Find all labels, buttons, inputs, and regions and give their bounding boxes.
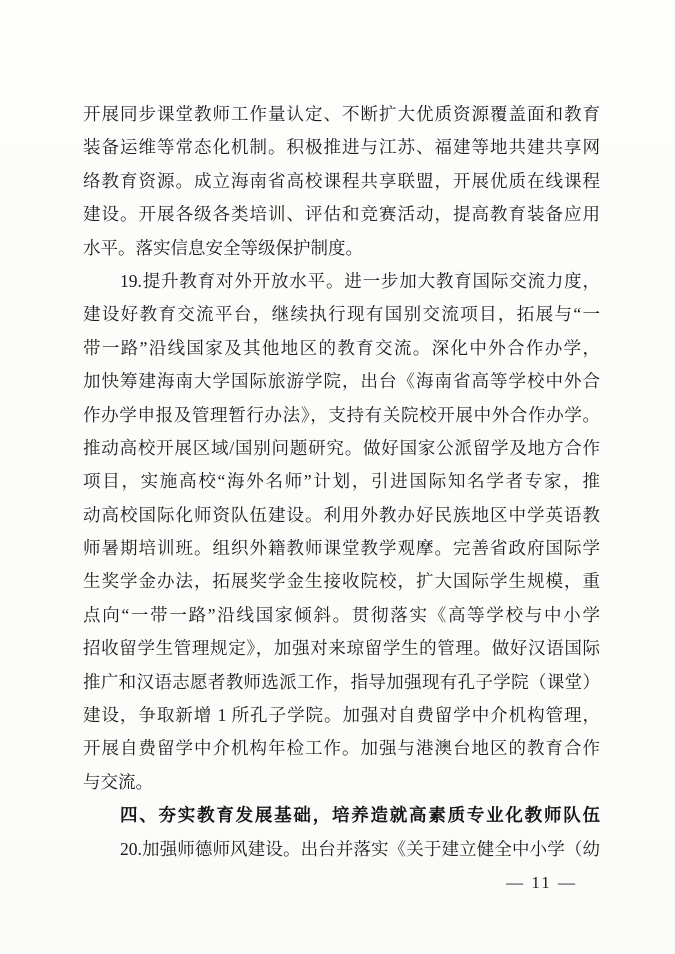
text-line: 项目，实施高校“海外名师”计划，引进国际知名学者专家，推	[83, 471, 600, 492]
text-line: 与交流。	[83, 771, 153, 792]
text-line: 生奖学金办法，拓展奖学金生接收院校，扩大国际学生规模，重	[83, 571, 600, 592]
text-line: 动高校国际化师资队伍建设。利用外教办好民族地区中学英语教	[83, 504, 600, 525]
text-line: 推动高校开展区域/国别问题研究。做好国家公派留学及地方合作	[83, 437, 600, 458]
text-line: 推广和汉语志愿者教师选派工作，指导加强现有孔子学院（课堂）	[83, 671, 600, 692]
text-line: 开展同步课堂教师工作量认定、不断扩大优质资源覆盖面和教育	[83, 104, 600, 124]
text-line: 开展自费留学中介机构年检工作。加强与港澳台地区的教育合作	[83, 738, 600, 759]
text-line: 水平。落实信息安全等级保护制度。	[83, 237, 363, 258]
text-line: 点向“一带一路”沿线国家倾斜。贯彻落实《高等学校与中小学	[83, 604, 600, 625]
text-line: 建设，争取新增 1 所孔子学院。加强对自费留学中介机构管理，	[83, 705, 600, 726]
text-line: 师暑期培训班。组织外籍教师课堂教学观摩。完善省政府国际学	[83, 538, 600, 559]
page-number: — 11 —	[506, 873, 577, 892]
section-heading: 四、夯实教育发展基础，培养造就高素质专业化教师队伍	[120, 805, 600, 826]
text-line: 装备运维等常态化机制。积极推进与江苏、福建等地共建共享网	[83, 137, 600, 158]
text-line: 20.加强师德师风建设。出台并落实《关于建立健全中小学（幼	[120, 838, 600, 859]
text-line: 建设好教育交流平台，继续执行现有国别交流项目，拓展与“一	[83, 304, 600, 325]
text-line: 带一路”沿线国家及其他地区的教育交流。深化中外合作办学，	[83, 337, 600, 358]
text-line: 建设。开展各级各类培训、评估和竞赛活动，提高教育装备应用	[83, 204, 600, 225]
text-line: 加快筹建海南大学国际旅游学院，出台《海南省高等学校中外合	[83, 371, 600, 392]
text-line: 19.提升教育对外开放水平。进一步加大教育国际交流力度，	[120, 270, 600, 291]
text-line: 络教育资源。成立海南省高校课程共享联盟，开展优质在线课程	[83, 170, 600, 191]
text-line: 作办学申报及管理暂行办法》，支持有关院校开展中外合作办学。	[83, 404, 600, 425]
text-block	[83, 98, 600, 866]
text-line: 招收留学生管理规定》，加强对来琼留学生的管理。做好汉语国际	[83, 638, 600, 659]
